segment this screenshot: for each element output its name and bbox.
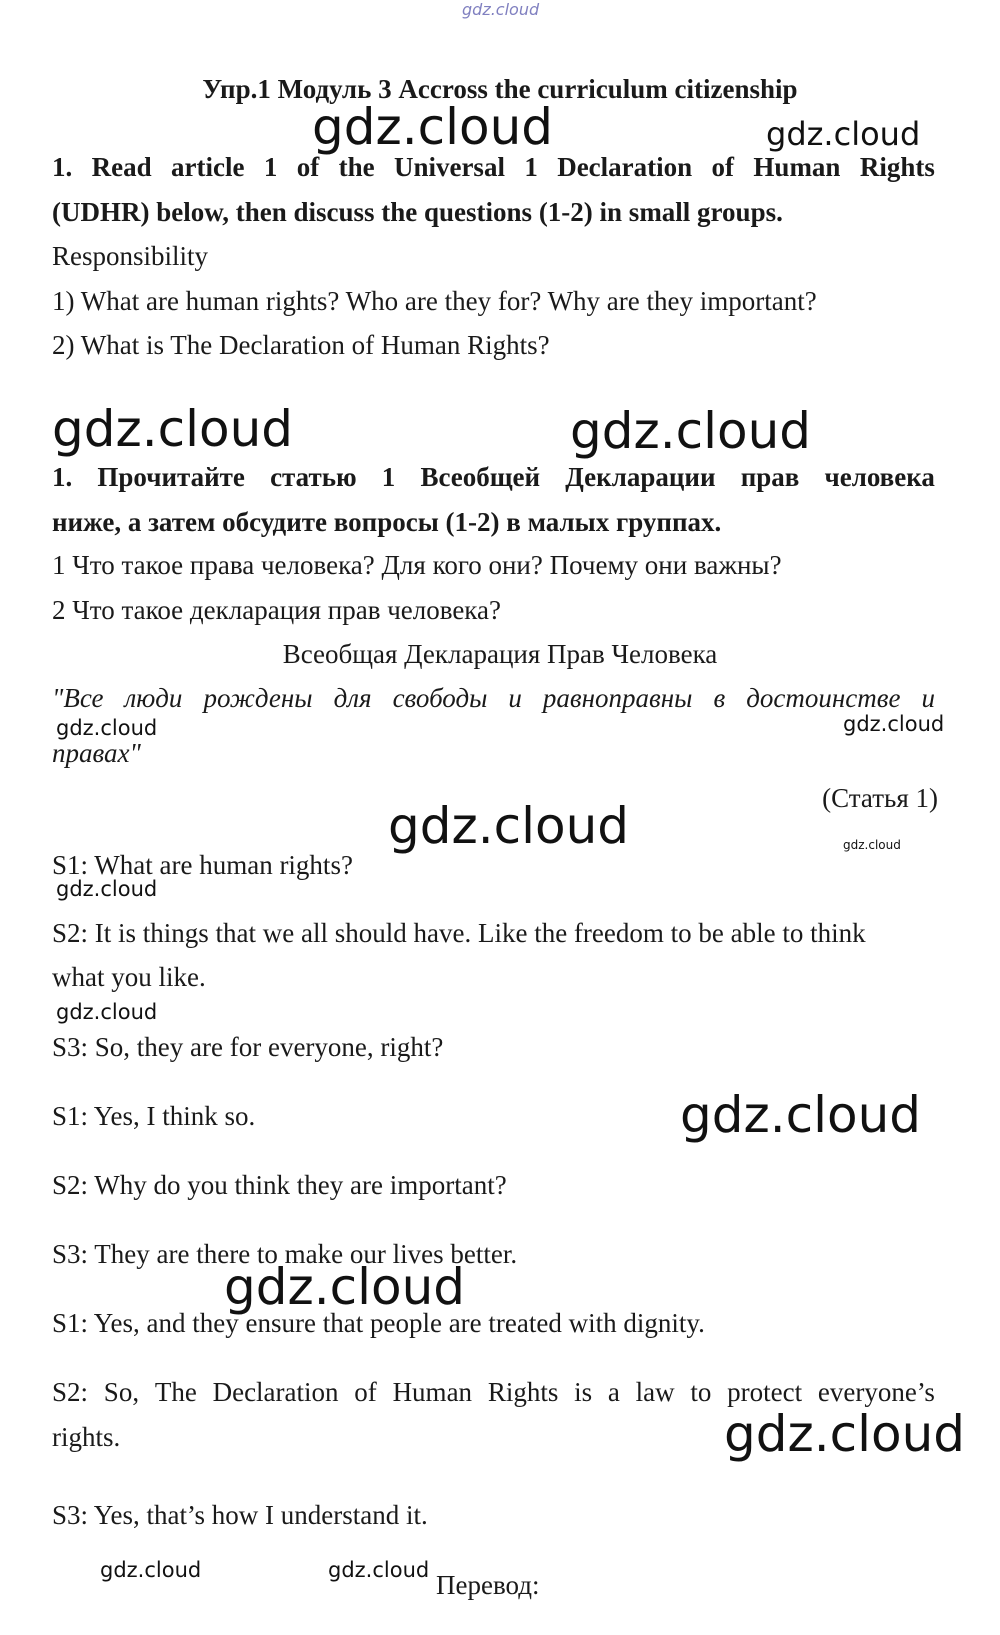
translation-label: Перевод: (436, 1570, 540, 1600)
dialogue-line: rights. (52, 1422, 121, 1452)
watermark: gdz.cloud (680, 1086, 922, 1144)
question-ru-2: 2 Что такое декларация прав человека? (52, 595, 501, 625)
quote-line-2: правах" (52, 738, 141, 768)
watermark: gdz.cloud (843, 712, 945, 736)
article-reference: (Статья 1) (822, 783, 938, 813)
dialogue-line: S1: What are human rights? (52, 850, 353, 880)
task-ru-line-1: 1. Прочитайте статью 1 Всеобщей Декларации прав человека (52, 462, 935, 492)
watermark: gdz.cloud (570, 402, 812, 460)
watermark-top: gdz.cloud (462, 0, 540, 19)
dialogue-line: S3: So, they are for everyone, right? (52, 1032, 444, 1062)
quote-line-1: "Все люди рождены для свободы и равноправны в достоинстве и (52, 683, 935, 713)
watermark: gdz.cloud (328, 1558, 430, 1582)
watermark: gdz.cloud (224, 1258, 466, 1316)
page-title: Упр.1 Модуль 3 Accross the curriculum citizenship (202, 74, 798, 104)
responsibility-label: Responsibility (52, 241, 209, 271)
watermark: gdz.cloud (56, 1000, 158, 1024)
task-ru-line-2: ниже, а затем обсудите вопросы (1-2) в малых группах. (52, 507, 722, 537)
dialogue-line: S2: It is things that we all should have. Like the freedom to be able to think (52, 918, 866, 948)
question-en-2: 2) What is The Declaration of Human Rights? (52, 330, 550, 360)
dialogue-line: S3: Yes, that’s how I understand it. (52, 1500, 428, 1530)
watermark: gdz.cloud (312, 98, 554, 156)
question-ru-1: 1 Что такое права человека? Для кого они? Почему они важны? (52, 550, 782, 580)
dialogue-line: what you like. (52, 962, 206, 992)
task-en-line-2: (UDHR) below, then discuss the questions (1-2) in small groups. (52, 197, 783, 227)
udhr-heading: Всеобщая Декларация Прав Человека (282, 639, 718, 669)
task-en-line-1: 1. Read article 1 of the Universal 1 Declaration of Human Rights (52, 152, 935, 182)
watermark: gdz.cloud (766, 115, 921, 153)
dialogue-line-justified: S2: So, The Declaration of Human Rights is a law to protect everyone’s (52, 1377, 935, 1407)
watermark: gdz.cloud (56, 877, 158, 901)
watermark: gdz.cloud (56, 716, 158, 740)
question-en-1: 1) What are human rights? Who are they for? Why are they important? (52, 286, 817, 316)
watermark: gdz.cloud (843, 838, 901, 852)
dialogue-line: S3: They are there to make our lives better. (52, 1239, 518, 1269)
dialogue-line: S1: Yes, and they ensure that people are treated with dignity. (52, 1308, 705, 1338)
watermark: gdz.cloud (52, 400, 294, 458)
dialogue-line: S2: Why do you think they are important? (52, 1170, 507, 1200)
dialogue-line: S1: Yes, I think so. (52, 1101, 256, 1131)
watermark: gdz.cloud (724, 1405, 966, 1463)
watermark: gdz.cloud (388, 797, 630, 855)
watermark: gdz.cloud (100, 1558, 202, 1582)
